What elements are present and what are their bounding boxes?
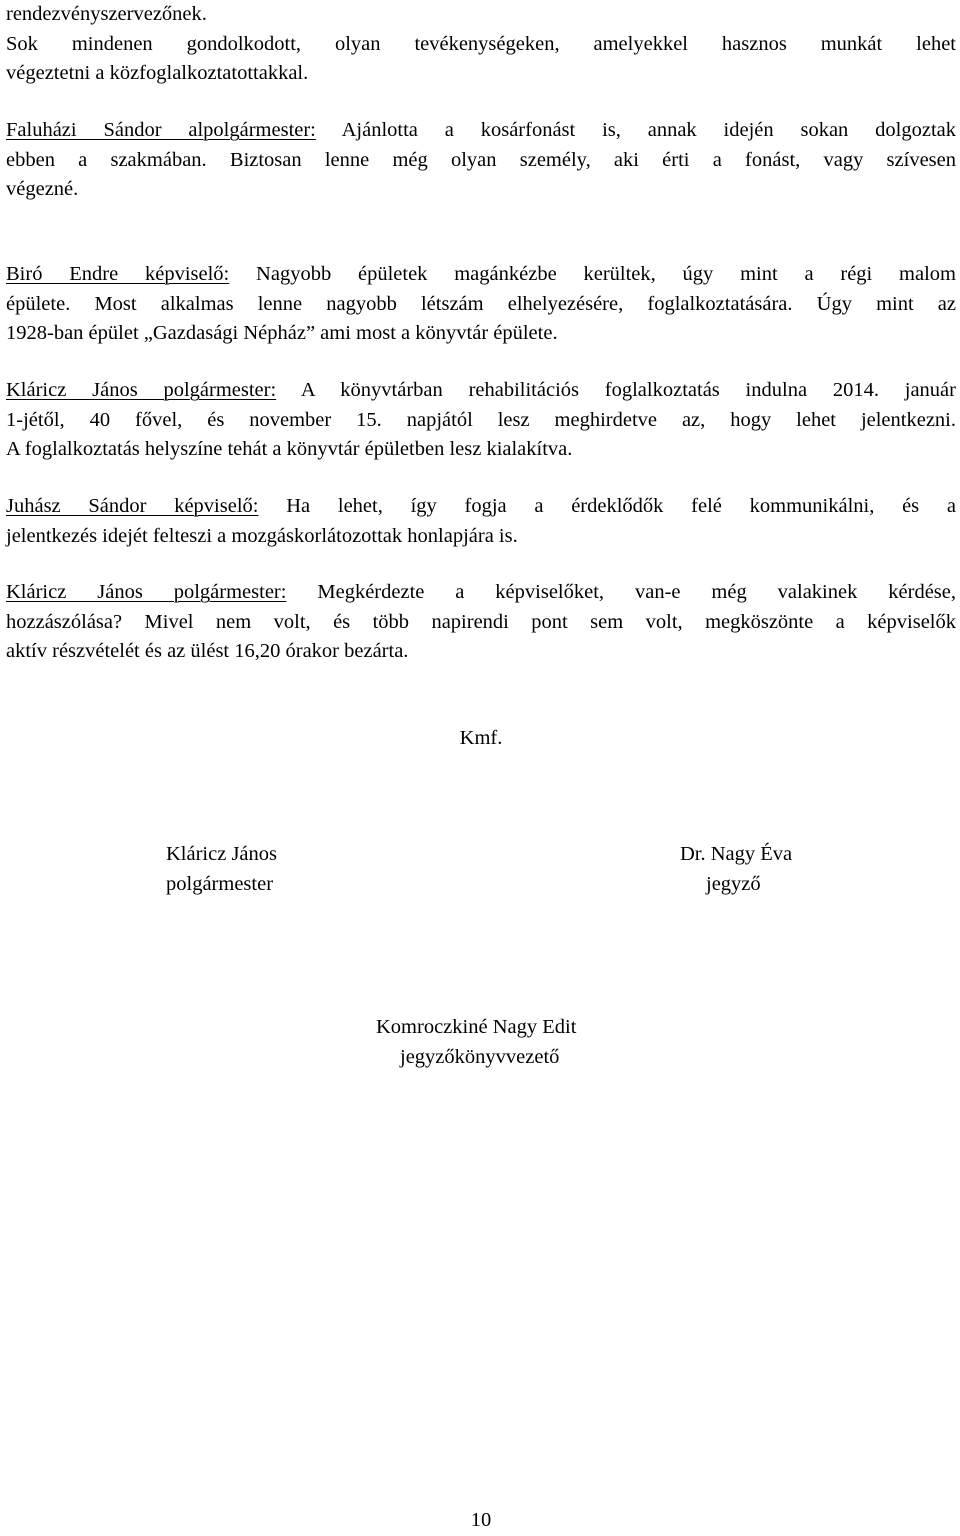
paragraph-text: Nagyobb épületek magánkézbe kerültek, úgy mint a régi malom (229, 263, 956, 285)
paragraph-intro (6, 0, 956, 89)
paragraph-line: A foglalkoztatás helyszíne tehát a könyvtár épületben lesz kialakítva. (6, 438, 573, 460)
paragraph-line: jelentkezés idejét felteszi a mozgáskorlátozottak honlapjára is. (6, 524, 518, 547)
paragraph-klaricz-2 (6, 578, 956, 667)
paragraph-line: rendezvényszervezőnek. (6, 3, 207, 25)
paragraph-line: végezné. (6, 178, 79, 200)
paragraph-line: ebben a szakmában. Biztosan lenne még olyan személy, aki érti a fonást, vagy szívesen (6, 148, 956, 171)
signature-name: Kláricz János (166, 843, 277, 865)
paragraph-first-line (6, 116, 956, 146)
speaker-name: Juhász Sándor képviselő: (6, 495, 259, 517)
paragraph-line: hozzászólása? Mivel nem volt, és több napirendi pont sem volt, megköszönte a képviselők (6, 610, 956, 633)
paragraph-line: aktív részvételét és az ülést 16,20 órakor bezárta. (6, 640, 409, 662)
paragraph-juhasz (6, 492, 956, 551)
paragraph-klaricz-1 (6, 376, 956, 465)
paragraph-first-line (6, 260, 956, 290)
speaker-name: Faluházi Sándor alpolgármester: (6, 119, 316, 141)
signature-name: Komroczkiné Nagy Edit (376, 1016, 577, 1038)
paragraph-faluhazi (6, 116, 956, 205)
kmf-label: Kmf. (459, 727, 503, 749)
speaker-name: Kláricz János polgármester: (6, 581, 287, 603)
signature-name: Dr. Nagy Éva (680, 843, 793, 865)
paragraph-text: Ajánlotta a kosárfonást is, annak idején sokan dolgoztak (315, 119, 956, 141)
paragraph-line: Sok mindenen gondolkodott, olyan tevékenységeken, amelyekkel hasznos munkát lehet (6, 32, 956, 55)
paragraph-line: 1928-ban épület „Gazdasági Népház” ami most a könyvtár épülete. (6, 322, 558, 344)
signature-notary (680, 840, 792, 899)
signature-mayor (166, 840, 277, 899)
paragraph-line: épülete. Most alkalmas lenne nagyobb létszám elhelyezésére, foglalkoztatására. Úgy mint az (6, 292, 956, 315)
page-number: 10 (470, 1509, 492, 1531)
paragraph-line: 1-jétől, 40 fővel, és november 15. napjától lesz meghirdetve az, hogy lehet jelentkezni. (6, 408, 956, 431)
document-page (6, 0, 956, 1533)
paragraph-line: végeztetni a közfoglalkoztatottakkal. (6, 62, 309, 84)
paragraph-text: A könyvtárban rehabilitációs foglalkoztatás indulna 2014. január (276, 379, 956, 401)
signature-title: jegyző (706, 872, 761, 895)
paragraph-text: Megkérdezte a képviselőket, van-e még valakinek kérdése, (286, 581, 956, 603)
signature-title: jegyzőkönyvvezető (400, 1045, 560, 1068)
paragraph-first-line (6, 376, 956, 406)
speaker-name: Biró Endre képviselő: (6, 263, 230, 285)
paragraph-biro (6, 260, 956, 349)
paragraph-first-line (6, 492, 956, 522)
speaker-name: Kláricz János polgármester: (6, 379, 277, 401)
signature-title: polgármester (166, 872, 274, 895)
paragraph-first-line (6, 578, 956, 608)
signature-recorder (376, 1013, 576, 1072)
paragraph-text: Ha lehet, így fogja a érdeklődők felé kommunikálni, és a (258, 495, 956, 517)
